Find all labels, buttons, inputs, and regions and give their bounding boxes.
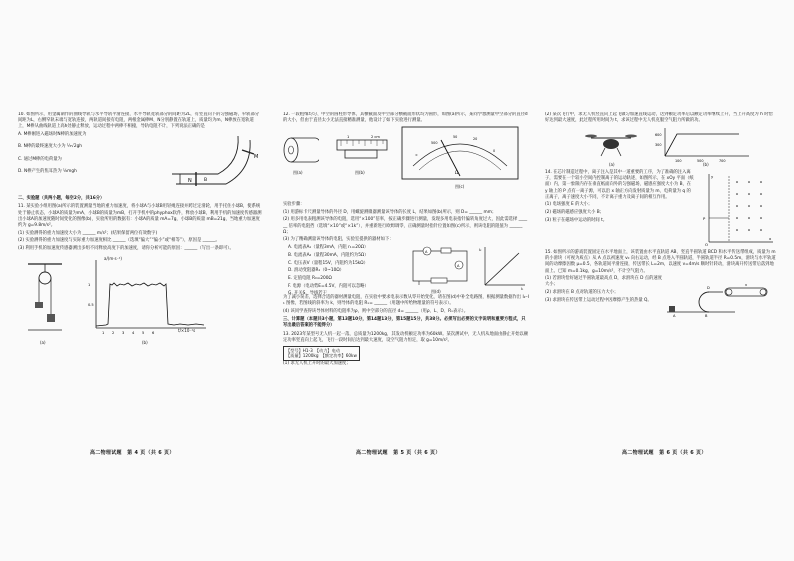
equipment-d: D. 滑动变阻器R₁（0~10Ω）	[288, 268, 344, 274]
svg-text:4: 4	[132, 330, 135, 335]
svg-text:2 cm: 2 cm	[371, 134, 380, 139]
spec-mass: 【质量】1200kg	[286, 353, 319, 359]
question-12-stem: 12. 一段粗细均匀、中空的圆柱形导体，其横截面及中空部分横截面形状均为圆形，如图(a)所示，某同学想测量中空部分的直径d的大小，但由于直径太小无法直接精准测量，他设计了如下实验进行测量。	[283, 112, 528, 124]
page-5-footer: 高二物理试题 第 5 页（共 6 页）	[356, 450, 441, 456]
svg-text:2: 2	[112, 330, 115, 335]
svg-text:N: N	[188, 178, 192, 185]
circuit-diagram-figure	[407, 245, 473, 289]
drone-spec-table	[283, 346, 360, 361]
column-page-6	[545, 112, 777, 442]
svg-text:v: v	[745, 283, 748, 288]
q10-option-a: A. M棒刚进入磁场时N棒的加速度为	[18, 132, 87, 138]
svg-text:A: A	[425, 250, 428, 255]
question-15-part-3: (3) 求滑块在传送带上运动过程中因摩擦产生的热量 Q。	[545, 297, 652, 303]
figure-a-label: 图(a)	[293, 169, 303, 175]
svg-text:B: B	[705, 314, 708, 319]
step-5: (4) 该同学查得该导体材料的电阻率为ρ，则中空部分的直径 d= ______（用ρ、L、D、Rₓ表示）。	[283, 309, 469, 315]
svg-text:I₁: I₁	[521, 287, 524, 292]
column-page-4	[18, 112, 262, 442]
question-11-stem: 11. 某实验小组用图(a)所示的装置测量当地的重力加速度，将小球A与小球B用轻绳连接并跨过定滑轮，用手托住小球B，使系统处于静止状态，小球A的质量为mA、小球B的质量为mB，打开手机中的phyphox软件，释放小球B，利用手机的加速度传感器测出小球A的加速度随时间变化的图像(b)，实验所用的数据有：小球A的质量 mA=7g，小球B的质量 mB=21g，当地重力加速度约为 g=9.8m/s²。	[18, 204, 262, 228]
equipment-list-block	[283, 245, 529, 295]
equipment-a: A. 电流表A₁（量程3mA，内阻 r₁=20Ω）	[288, 245, 369, 251]
multimeter-dial-figure	[401, 126, 519, 180]
svg-text:500: 500	[431, 140, 438, 145]
svg-text:600: 600	[655, 132, 662, 137]
magnetic-field-figure	[701, 172, 775, 246]
svg-text:A: A	[673, 314, 676, 319]
svg-text:y: y	[711, 173, 714, 179]
svg-text:500: 500	[697, 158, 704, 163]
section-2-heading: 二、实验题（共两小题，每空2分，共16分）	[18, 196, 105, 202]
graph-y-axis-label: a/(m·s⁻²)	[104, 255, 122, 261]
svg-text:3: 3	[122, 330, 125, 335]
svg-text:M: M	[254, 154, 259, 161]
svg-text:700: 700	[719, 158, 726, 163]
question-14-part-1: (1) 电场强度 E 的大小；	[545, 202, 593, 208]
question-14-part-2: (2) 磁场的磁感应强度大小 B；	[545, 210, 605, 216]
question-13-part-1: (1) 求无人机上升时的最大加速度；	[283, 360, 351, 366]
question-15-part-2: (2) 求滑块在 B 点对轨道的压力大小；	[545, 290, 619, 296]
spec-rated-power: 【额定功率】60kw	[322, 353, 357, 359]
equipment-f: F. 电源（电动势E=4.5V，内阻可以忽略）	[288, 283, 369, 289]
step-1: (1) 用游标卡尺测量导体的外径 D，用螺旋测微器测量该导体的长度 L，结果如图(b)所示，则 D= ______ mm；	[283, 209, 497, 215]
svg-text:100: 100	[675, 158, 682, 163]
equipment-b: B. 电流表A₂（量程30mA，内阻约为5Ω）	[288, 252, 369, 258]
svg-text:20: 20	[473, 136, 478, 141]
column-page-5	[283, 112, 529, 442]
step-4: 为了减小误差，选择合适的器材测量电阻，在实验中要求电表示数从零开始变化，请在图(d)中补全电路图，根据测量数据作出 I₂–I₁ 图像，若图线的斜率为 k，则导体的电阻 Rₓ= ______（用题中所给物理量的符号表示）。	[283, 295, 529, 307]
figure-a-label: (a)	[609, 161, 615, 167]
equipment-c: C. 电压表V（量程15V，内阻约为15kΩ）	[288, 260, 368, 266]
figure-c-label: 图(c)	[455, 183, 465, 189]
step-2: (2) 用多用电表粗测该导体的电阻，选用“×100”倍率，按正确步骤进行测量，发现多用电表指针偏转角度过大，因此需选择 ______ 倍率的电阻挡（选填“×10”或“×1k”），并重新进行欧姆调零，正确测量时指针位置如图(c)所示，则该电阻的阻值为 ______ Ω；	[283, 217, 528, 235]
svg-text:0.5: 0.5	[88, 302, 94, 307]
question-13-part-2: (2) 某次飞行中，求无人机竖直向上起飞做匀加速直线运动，达到额定功率后以额定功率继续上升，当上升高度为 h 时恰好达到最大速度，此过程所用时间为 t，求该过程中无人机克服空气阻力所做的功。	[545, 112, 773, 124]
acceleration-time-graph	[84, 254, 214, 338]
track-apparatus-figure	[665, 276, 775, 318]
svg-text:1: 1	[88, 282, 91, 287]
q10-options-block	[18, 132, 262, 194]
svg-text:∞: ∞	[415, 152, 418, 157]
svg-text:6: 6	[152, 330, 155, 335]
question-13-stem: 13. 2023年某型号无人机一起一落，总质量为1200kg，其发动机额定功率为60kW。某次测试中，无人机从地面由静止开始以额定功率竖直向上起飞，飞行一段时间后达到最大速度，设空气阻力恒定，取 g=10m/s²。	[283, 331, 529, 343]
i2-i1-graph	[479, 245, 527, 291]
svg-text:0: 0	[493, 148, 496, 153]
svg-text:B: B	[204, 178, 208, 184]
figure-d-label: 图(d)	[431, 289, 441, 295]
equipment-g: G. 开关S、导线若干	[288, 291, 327, 297]
svg-text:P: P	[703, 215, 706, 221]
q10-option-d: D. N棒产生的焦耳热为 ⅙mgh	[18, 168, 77, 174]
svg-text:1: 1	[102, 330, 105, 335]
question-11-part-1: (1) 实验测得的重力加速度大小为 ______ m/s²；(结果保留两位有效数字)	[18, 230, 158, 236]
question-11-part-2: (2) 实验测得的重力加速度与实际重力加速度相比 ______（选填“偏大”“偏小”或“相等”），原因是 ______。	[18, 238, 220, 244]
question-10-stem: 10. 如图所示，用金属制作的曲线导轨与水平导轨平滑连接，水平导轨宽轨部分的间距为2L，有竖直向下的匀强磁场，窄轨部分间距为L，右侧窄轨末端与宽轨连接，两轨道间接有电阻，两根金属棒M、N分别静置在轨道上，质量均为m，N棒放在宽轨道上，M棒从曲线轨道上高h处静止释放，运动过程中两棒不相撞，导轨电阻不计，下列说法正确的是	[18, 112, 260, 130]
figure-b-label: 图(b)	[355, 169, 365, 175]
vernier-caliper-figure	[335, 132, 389, 170]
section-3-heading: 三、计算题（本题共3小题，第13题10分，第14题13分，第15题15分，共38分。必须写出必要的文字说明和重要方程式，只写出最后答案的不能得分）	[283, 317, 526, 329]
svg-text:I₂: I₂	[479, 248, 482, 253]
question-14-part-3: (3) 粒子在磁场中运动的时间 t。	[545, 217, 608, 223]
velocity-time-graph	[655, 126, 751, 164]
graph-x-axis-label: t/×10⁻¹s	[178, 327, 196, 333]
q11-figures	[18, 254, 262, 346]
q10-option-c: C. 通过M棒的电荷量为	[18, 156, 62, 162]
page-6-footer: 高二物理试题 第 6 页（共 6 页）	[622, 450, 707, 456]
figure-b-label: (b)	[703, 161, 709, 167]
svg-text:Ω: Ω	[455, 169, 459, 175]
svg-text:x: x	[769, 235, 772, 241]
q13-figures	[545, 126, 777, 170]
svg-text:50: 50	[453, 134, 458, 139]
page-4-footer: 高二物理试题 第 4 页（共 6 页）	[90, 450, 175, 456]
question-15-block	[545, 276, 777, 320]
spec-power-type: 【动力】电动	[316, 347, 340, 353]
spec-model: 【型号】H1-3	[286, 347, 313, 353]
question-14-stem: 14. 在芯片制造过程中，离子注入是其中一道重要的工序，为了准确的注入离子，需要在一个较小空间内控制离子的运动轨迹，如图所示，在 xOy 平面（纸面）内，第一象限内存在垂直纸面向外的匀强磁场，磁感应强度大小为 B，在 y 轴上的 P 点有一离子源，可以沿 x 轴正方向发射质量为 m、电荷量为 q 的正离子，离子速度大小不同，不计离子重力及离子间的相互作用。	[545, 169, 694, 200]
svg-text:300: 300	[655, 142, 662, 147]
question-15-part-1: (1) 若滑块恰好通过半圆轨道最高点 D，求滑块在 D 点的速度大小；	[545, 276, 662, 288]
question-11-part-3: (3) 利用手机的加速度传感器测出多组不同释放高度下的加速度，请你分析可能的原因：______（写出一条即可）。	[18, 246, 234, 252]
svg-text:1: 1	[347, 134, 350, 139]
pulley-apparatus-figure	[24, 258, 66, 338]
q10-option-b: B. N棒的最终速度大小为 ⅓√2gh	[18, 144, 83, 150]
svg-text:D: D	[707, 286, 710, 291]
svg-text:A: A	[457, 264, 460, 269]
question-14-block	[545, 170, 777, 250]
equipment-e: E. 定值电阻 R₀=200Ω	[288, 275, 332, 281]
question-15-stem: 15. 如图所示的游戏装置固定在水平地面上，该装置由水平直轨道 AB、竖直半圆轨道 BCD 和水平传送带组成，质量为 m 的小滑块（可视为质点）从 A 点以初速度 v₀ 向右运动，经 B 点进入半圆轨道，半圆轨道半径 R=0.5m，滑块与水平轨道间的动摩擦因数 μ=0.5，各轨道间平滑连接，传送带长 L=2m，以速度 v=4m/s 顺时针转动，滑块离开传送带后落到地面上。已知 m=0.1kg，g=10m/s²，不计空气阻力。	[545, 249, 776, 274]
figure-b-caption: (b)	[142, 339, 148, 345]
figure-a-caption: (a)	[40, 339, 46, 345]
q12-figures	[283, 126, 529, 202]
experiment-steps-heading: 实验步骤：	[283, 201, 305, 207]
svg-text:5: 5	[142, 330, 145, 335]
rail-diagram	[168, 132, 260, 194]
hollow-conductor-figure	[283, 134, 319, 166]
svg-text:O: O	[705, 241, 708, 246]
step-3: (3) 为了精确测量该导体的电阻，实验室提供的器材如下：	[283, 237, 394, 243]
drone-illustration	[585, 128, 637, 160]
